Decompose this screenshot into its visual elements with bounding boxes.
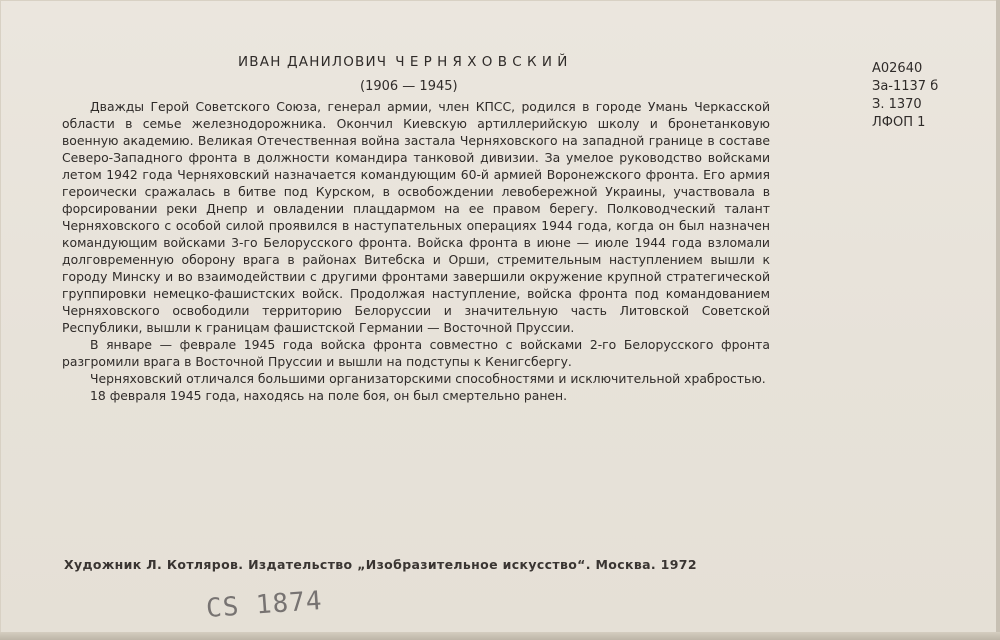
catalog-code: За-1137 б (872, 79, 939, 94)
catalog-code: ЛФОП 1 (872, 115, 926, 130)
catalog-codes (872, 60, 938, 132)
life-years: (1906 — 1945) (360, 79, 458, 94)
catalog-code: А02640 (872, 61, 923, 76)
card-title (238, 54, 638, 70)
biography-text (62, 98, 770, 404)
handwritten-inventory-number: CS 1874 (205, 585, 324, 625)
publisher-credit: Художник Л. Котляров. Издательство „Изобразительное искусство“. Москва. 1972 (64, 557, 697, 572)
card-edge-bottom (0, 632, 1000, 640)
card-edge-right (996, 0, 1000, 640)
biography-paragraph: Дважды Герой Советского Союза, генерал армии, член КПСС, родился в городе Умань Черкасской области в семье железнодорожника. Окончил Киевскую артиллерийскую школу и бронетанковую военную академию. Великая Отечественная война застала Черняховского на западной границе в составе Северо-Западного фронта в должности командира танковой дивизии. За умелое руководство войсками летом 1942 года Черняховский назначается командующим 60-й армией Воронежского фронта. Его армия героически сражалась в битве под Курском, в освобождении левобережной Украины, участвовала в форсировании реки Днепр и овладении плацдармом на ее правом берегу. Полководческий талант Черняховского с особой силой проявился в наступательных операциях 1944 года, когда он был назначен командующим войсками 3-го Белорусского фронта. Войска фронта в июне — июле 1944 года взломали долговременную оборону врага в районах Витебска и Орши, стремительным наступлением вышли к городу Минску и во взаимодействии с другими фронтами завершили окружение крупной стратегической группировки немецко-фашистских войск. Продолжая наступление, войска фронта под командованием Черняховского освободили территорию Белоруссии и значительную часть Литовской Советской Республики, вышли к границам фашистской Германии — Восточной Пруссии. (62, 99, 770, 335)
title-surname: ЧЕРНЯХОВСКИЙ (395, 54, 573, 70)
biography-paragraph: Черняховский отличался большими организаторскими способностями и исключительной храбростью. (90, 371, 766, 386)
biography-paragraph: 18 февраля 1945 года, находясь на поле боя, он был смертельно ранен. (90, 388, 568, 403)
title-name: ИВАН ДАНИЛОВИЧ (238, 54, 388, 70)
catalog-code: З. 1370 (872, 97, 922, 112)
biography-paragraph: В январе — феврале 1945 года войска фронта совместно с войсками 2-го Белорусского фронта разгромили врага в Восточной Пруссии и вышли на подступы к Кенигсбергу. (62, 337, 770, 369)
